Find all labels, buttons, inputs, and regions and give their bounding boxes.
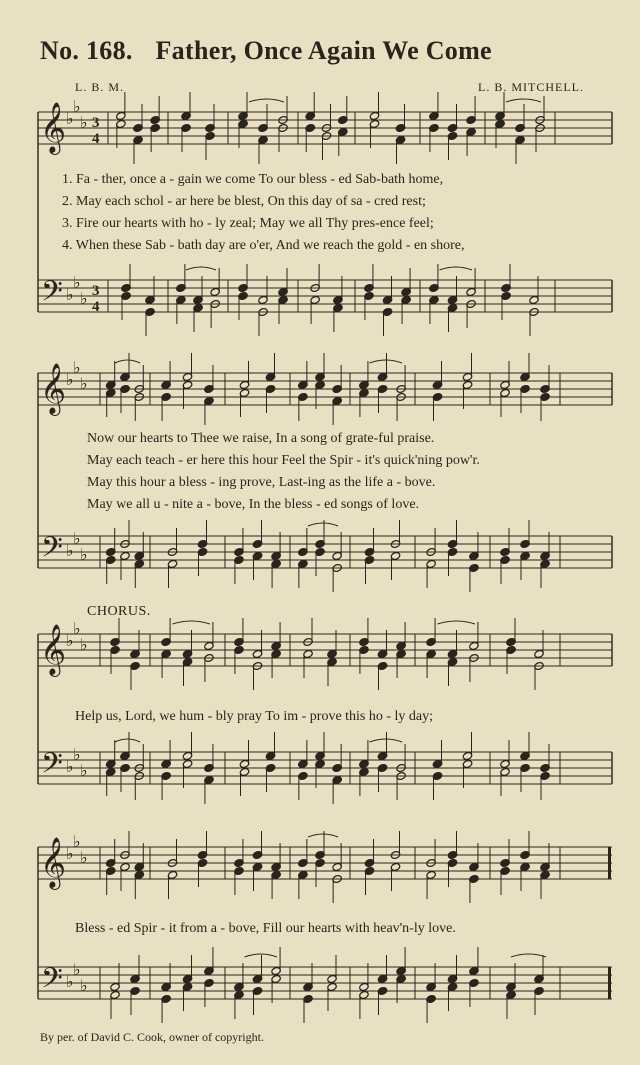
slur [173, 621, 211, 624]
verse-line: 3. Fire our hearts with ho - ly zeal; May we all Thy pres-ence feel; [62, 216, 434, 231]
verse-line: May we all u - nite a - bove, In the bless - ed songs of love. [87, 497, 420, 512]
time-signature-bottom: 4 [92, 299, 100, 315]
hymn-number: No. 168. [40, 36, 133, 65]
flat-icon: ♭ [80, 635, 88, 654]
flat-icon: ♭ [73, 358, 81, 377]
bass-clef-icon: 𝄢 [41, 747, 63, 787]
flat-icon: ♭ [66, 972, 74, 991]
time-signature-top: 3 [92, 283, 100, 299]
flat-icon: ♭ [73, 619, 81, 638]
flat-icon: ♭ [80, 848, 88, 867]
flat-icon: ♭ [73, 273, 81, 292]
flat-icon: ♭ [66, 370, 74, 389]
flat-icon: ♭ [80, 761, 88, 780]
hymn-title-line [40, 36, 630, 66]
flat-icon: ♭ [73, 832, 81, 851]
flat-icon: ♭ [80, 545, 88, 564]
slur [370, 739, 403, 742]
slur [308, 523, 338, 526]
final-bar [608, 847, 611, 879]
slur [506, 99, 541, 102]
chorus-lyric-line: Help us, Lord, we hum - bly pray To im - prove this ho - ly day; [75, 709, 434, 724]
flat-icon: ♭ [73, 97, 81, 116]
flat-icon: ♭ [66, 631, 74, 650]
flat-icon: ♭ [80, 113, 88, 132]
flat-icon: ♭ [80, 374, 88, 393]
slur [245, 954, 278, 957]
treble-clef-icon: 𝄞 [40, 363, 67, 414]
flat-icon: ♭ [80, 289, 88, 308]
time-signature-top: 3 [92, 115, 100, 131]
flat-icon: ♭ [80, 976, 88, 995]
slur [186, 267, 216, 270]
flat-icon: ♭ [73, 960, 81, 979]
treble-clef-icon: 𝄞 [40, 102, 67, 153]
flat-icon: ♭ [66, 285, 74, 304]
copyright-note: By per. of David C. Cook, owner of copyright. [40, 1030, 264, 1044]
final-bar [608, 967, 611, 999]
slur [115, 360, 140, 363]
bass-clef-icon: 𝄢 [41, 962, 63, 1002]
bass-clef-icon: 𝄢 [41, 531, 63, 571]
chorus-label: CHORUS. [87, 604, 151, 619]
hymn-title: Father, Once Again We Come [155, 36, 492, 65]
slur [511, 954, 546, 957]
flat-icon: ♭ [66, 844, 74, 863]
flat-icon: ♭ [66, 109, 74, 128]
music-credit: L. B. MITCHELL. [478, 80, 584, 94]
flat-icon: ♭ [73, 745, 81, 764]
slur [308, 834, 338, 837]
verse-line: Now our hearts to Thee we raise, In a song of grate-ful praise. [87, 431, 435, 446]
bass-clef-icon: 𝄢 [41, 275, 63, 315]
slur [438, 621, 476, 624]
flat-icon: ♭ [66, 541, 74, 560]
verse-line: 1. Fa - ther, once a - gain we come To our bless - ed Sab-bath home, [62, 172, 444, 187]
verse-line: 2. May each schol - ar here be blest, On this day of sa - cred rest; [62, 194, 426, 209]
verse-line: May each teach - er here this hour Feel the Spir - it's quick'ning pow'r. [87, 453, 480, 468]
slur [115, 739, 140, 742]
flat-icon: ♭ [73, 529, 81, 548]
flat-icon: ♭ [66, 757, 74, 776]
slur [249, 99, 284, 102]
words-credit: L. B. M. [75, 80, 125, 94]
chorus-lyric-line: Bless - ed Spir - it from a - bove, Fill our hearts with heav'n-ly love. [75, 921, 456, 936]
slur [440, 267, 473, 270]
slur [370, 360, 403, 363]
verse-line: 4. When these Sab - bath day are o'er, And we reach the gold - en shore, [62, 238, 465, 253]
treble-clef-icon: 𝄞 [40, 624, 67, 675]
verse-line: May this hour a bless - ing prove, Last-ing as the life a - bove. [87, 475, 436, 490]
treble-clef-icon: 𝄞 [40, 837, 67, 888]
time-signature-bottom: 4 [92, 131, 100, 147]
